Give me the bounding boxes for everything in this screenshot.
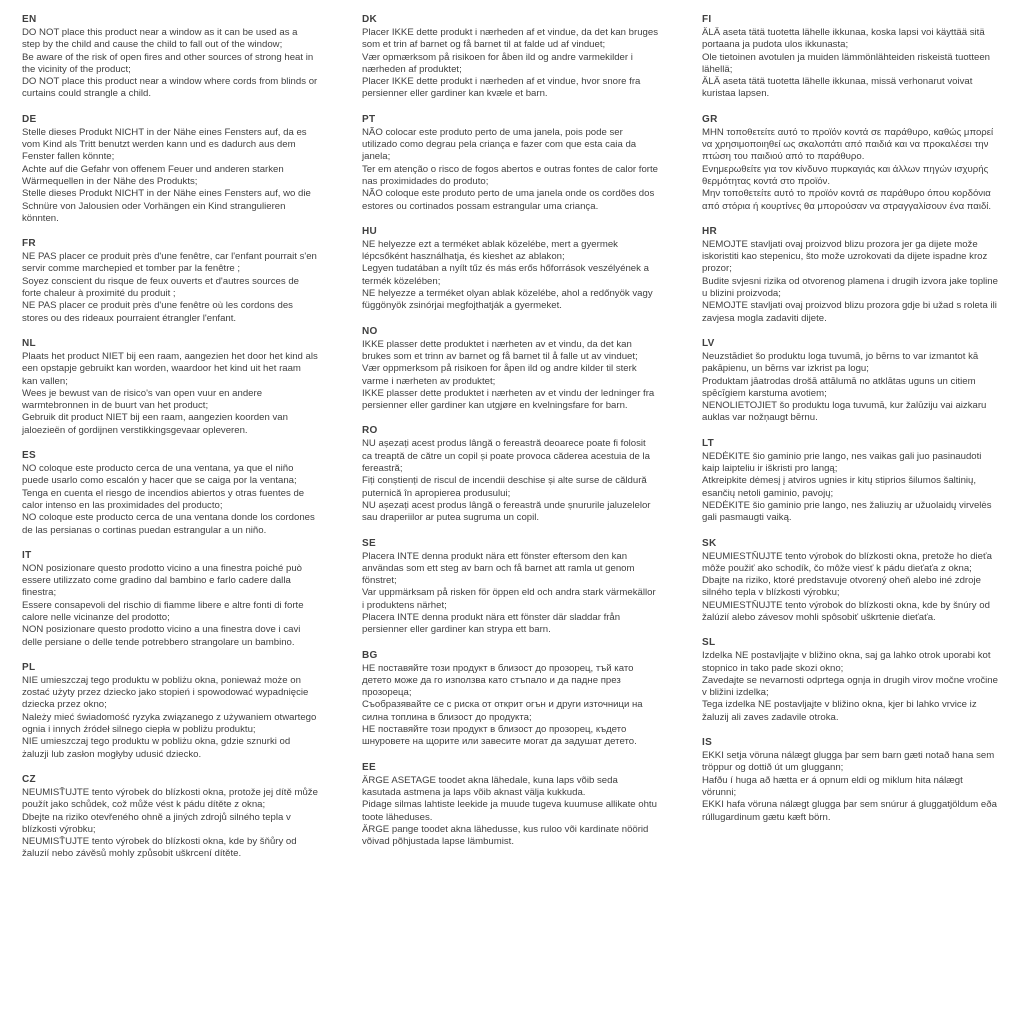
warning-text: Μην τοποθετείτε αυτό το προϊόν κοντά σε παράθυρο όπου κορδόνια από στόρια ή κουρτίνες θα μπορούσαν να στραγγαλίσουν ένα παιδί. (702, 188, 992, 212)
language-code: FR (22, 238, 36, 250)
warning-text: Ter em atenção o risco de fogos abertos e outras fontes de calor forte nas proximidades do produto; (362, 163, 658, 187)
warning-text: NO coloque este producto cerca de una ventana donde los cordones de las persianas o cortinas puedan estrangular a un niño. (22, 512, 315, 536)
warning-text: Съобразявайте се с риска от открит огън и други източници на силна топлина в близост до продукта; (362, 699, 643, 723)
warning-text: NEDĖKITE šio gaminio prie lango, nes žaliuzių ar užuolaidų virvelės gali pasmaugti vaiką. (702, 499, 992, 524)
warning-text: DO NOT place this product near a window as it can be used as a step by the child and cause the child to fall out of the window; (22, 27, 298, 51)
language-section-sl (702, 636, 998, 724)
warning-text: NO coloque este producto cerca de una ventana, ya que el niño puede usarlo como escalón y hacer que se caiga por la ventana; (22, 463, 297, 487)
warning-text: DO NOT place this product near a window where cords from blinds or curtains could strangle a child. (22, 76, 318, 100)
warning-text: Izdelka NE postavljajte v bližino okna, saj ga lahko otrok uporabi kot stopnico in tako pade skozi okno; (702, 650, 991, 674)
warning-text: Be aware of the risk of open fires and other sources of strong heat in the vicinity of the product; (22, 51, 314, 75)
warning-text: Gebruik dit product NIET bij een raam, aangezien koorden van jaloezieën of gordijnen verstikkingsgevaar opleveren. (22, 412, 288, 436)
language-section-en (22, 13, 318, 101)
language-code: HR (702, 225, 718, 237)
warning-text: NEUMISŤUJTE tento výrobek do blízkosti okna, kde by šňůry od žaluzií nebo závěsů mohly způsobit uškrcení dítěte. (22, 836, 297, 860)
language-section-gr (702, 113, 998, 213)
language-code: RO (362, 425, 378, 437)
warning-text: IKKE plasser dette produktet i nærheten av et vindu der ledninger fra persienner eller gardiner kan utgjøre en kvelningsfare for barn. (362, 387, 655, 412)
column-left (22, 13, 318, 873)
language-section-ro (362, 424, 658, 524)
language-section-hu (362, 225, 658, 313)
warning-text: ΜΗΝ τοποθετείτε αυτό το προϊόν κοντά σε παράθυρο, καθώς μπορεί να χρησιμοποιηθεί ως σκαλοπάτι από παιδιά και να προκαλέσει την πτώση του παιδιού από το παράθυρο. (702, 126, 994, 163)
warning-text: ÄLÄ aseta tätä tuotetta lähelle ikkunaa, missä verhonarut voivat kuristaa lapsen. (702, 76, 973, 100)
warning-text: Hafðu í huga að hætta er á opnum eldi og miklum hita nálægt vörunni; (702, 774, 963, 798)
warning-text: Tenga en cuenta el riesgo de incendios abiertos y otras fuentes de calor intenso en las proximidades del producto; (22, 487, 305, 511)
language-section-es (22, 449, 318, 537)
warning-text: НЕ поставяйте този продукт в близост до прозорец, тъй като детето може да го използва като стъпало и да падне през прозореца; (362, 662, 634, 699)
language-code: HU (362, 225, 378, 237)
warning-text: NE PAS placer ce produit près d'une fenêtre, car l'enfant pourrait s'en servir comme marchepied et tomber par la fenêtre ; (22, 251, 317, 275)
language-code: DK (362, 14, 378, 25)
warning-text: Fiți conștienți de riscul de incendii deschise și alte surse de căldură puternică în apropierea produsului; (362, 475, 647, 499)
language-code: SL (702, 637, 716, 649)
language-code: NL (22, 337, 36, 349)
language-section-cz (22, 773, 318, 861)
warning-text: NEMOJTE stavljati ovaj proizvod blizu prozora jer ga dijete može iskoristiti kao stepenicu, što može uzrokovati da dijete ispadne kroz prozor; (702, 238, 988, 275)
language-section-se (362, 537, 658, 637)
warning-text: NIE umieszczaj tego produktu w pobliżu okna, ponieważ może on zostać użyty przez dziecko jako stopień i spowodować wypadnięcie dziecka przez okno; (22, 674, 309, 711)
warning-text: NEDĖKITE šio gaminio prie lango, nes vaikas gali juo pasinaudoti kaip laipteliu ir iškristi pro langą; (702, 450, 982, 475)
language-code: SK (702, 537, 717, 549)
language-code: ES (22, 450, 36, 462)
warning-text: ÄRGE pange toodet akna lähedusse, kus ruloo või kardinate nöörid võivad põhjustada lapse lämbumist. (362, 823, 649, 848)
warning-text: NIE umieszczaj tego produktu w pobliżu okna, gdzie sznurki od żaluzji lub zasłon mogłyby udusić dziecko. (22, 736, 291, 760)
language-code: DE (22, 113, 37, 125)
warning-text: NU așezați acest produs lângă o fereastră unde șnururile jaluzelelor sau draperiilor ar putea sugruma un copil. (362, 499, 651, 524)
language-section-sk (702, 537, 998, 625)
language-code: EE (362, 761, 376, 773)
warning-text: EKKI hafa vöruna nálægt glugga þar sem snúrur á gluggatjöldum eða rúllugardinum gætu kæft börn. (702, 799, 997, 823)
language-code: NO (362, 325, 378, 337)
language-section-dk (362, 13, 658, 101)
language-code: EN (22, 14, 37, 25)
warning-text: Dbajte na riziko, ktoré predstavuje otvorený oheň alebo iné zdroje silného tepla v blízkosti výrobku; (702, 575, 981, 599)
warning-text: NEMOJTE stavljati ovaj proizvod blizu prozora gdje bi užad s roleta ili zavjesa mogla zadaviti dijete. (702, 300, 997, 324)
warning-text: NEUMIESTŇUJTE tento výrobok do blízkosti okna, pretože ho dieťa môže použiť ako schodík, čo môže viesť k pádu dieťaťa z okna; (702, 550, 992, 574)
warning-text: Produktam jāatrodas drošā attālumā no atklātas uguns un citiem spēcīgiem karstuma avotiem; (702, 375, 976, 399)
warning-text: Ενημερωθείτε για τον κίνδυνο πυρκαγιάς και άλλων πηγών ισχυρής θερμότητας κοντά στο προϊόν. (702, 163, 989, 187)
language-section-no (362, 325, 658, 413)
language-code: SE (362, 537, 376, 549)
language-section-is (702, 736, 998, 824)
language-code: FI (702, 14, 712, 25)
warning-text: NU așezați acest produs lângă o fereastră deoarece poate fi folosit ca treaptă de către un copil și poate provoca căderea acestuia de la fereastră; (362, 438, 650, 475)
warning-text: Zavedajte se nevarnosti odprtega ognja in drugih virov močne vročine v bližini izdelka; (702, 674, 998, 699)
warning-text: Placer IKKE dette produkt i nærheden af et vindue, da det kan bruges som et trin af barnet og få barnet til at falde ud af vinduet; (362, 27, 658, 51)
language-code: LT (702, 437, 715, 449)
warning-text: Pidage silmas lahtiste leekide ja muude tugeva kuumuse allikate ohtu toote läheduses. (362, 799, 657, 823)
warning-text: Placera INTE denna produkt nära ett fönster där sladdar från persienner eller gardiner kan strypa ett barn. (362, 611, 621, 636)
warning-text: Var uppmärksam på risken för öppen eld och andra stark värmekällor i produktens närhet; (362, 587, 656, 611)
language-code: IT (22, 549, 32, 561)
language-section-pt (362, 113, 658, 213)
warning-text: Należy mieć świadomość ryzyka związanego z używaniem otwartego ognia i innych źródeł silnego ciepła w pobliżu produktu; (22, 711, 317, 736)
column-right (702, 13, 998, 873)
language-code: CZ (22, 773, 36, 785)
warning-text: ÄLÄ aseta tätä tuotetta lähelle ikkunaa, koska lapsi voi käyttää sitä portaana ja pudota ulos ikkunasta; (702, 27, 985, 51)
warning-text: Vær oppmerksom på risikoen for åpen ild og andre kilder til sterk varme i nærheten av produktet; (362, 363, 637, 387)
warning-text: Budite svjesni rizika od otvorenog plamena i drugih izvora jake topline u blizini proizvoda; (702, 275, 998, 300)
language-section-nl (22, 337, 318, 437)
warning-text: НЕ поставяйте този продукт в близост до прозорец, където шнуровете на щорите или завесите могат да задушат детето. (362, 724, 637, 748)
warning-text: Achte auf die Gefahr von offenem Feuer und anderen starken Wärmequellen in der Nähe des Produkts; (22, 163, 284, 187)
warning-text: Plaats het product NIET bij een raam, aangezien het door het kind als een opstapje gebruikt kan worden, waardoor het kind uit het raam kan vallen; (22, 350, 318, 387)
warning-text: Placer IKKE dette produkt i nærheden af et vindue, hvor snore fra persienner eller gardiner kan kvæle et barn. (362, 76, 641, 100)
warning-text: Tega izdelka NE postavljajte v bližino okna, kjer bi lahko vrvice iz žaluzij ali zaves zadavile otroka. (702, 699, 977, 723)
language-code: IS (702, 737, 713, 749)
warning-text: NE helyezze a terméket olyan ablak közelébe, ahol a redőnyök vagy függönyök zsinórjai megfojthatják a gyermeket. (362, 288, 653, 312)
warning-text: Neuzstādiet šo produktu loga tuvumā, jo bērns to var izmantot kā pakāpienu, un bērns var izkrist pa logu; (702, 350, 979, 375)
warning-text: Ole tietoinen avotulen ja muiden lämmönlähteiden riskeistä tuotteen lähellä; (702, 51, 990, 75)
language-section-lt (702, 437, 998, 525)
language-code: PT (362, 113, 376, 125)
language-code: LV (702, 337, 715, 349)
language-code: PL (22, 661, 36, 673)
warning-text: Dbejte na riziko otevřeného ohně a jiných zdrojů silného tepla v blízkosti výrobku; (22, 811, 291, 835)
warning-text: NÃO colocar este produto perto de uma janela, pois pode ser utilizado como degrau pela criança e fazer com que esta caia da janela; (362, 126, 637, 163)
warning-text: IKKE plasser dette produktet i nærheten av et vindu, da det kan brukes som et trinn av barnet og få barnet til å falle ut av vinduet; (362, 338, 638, 362)
language-section-pl (22, 661, 318, 761)
language-section-fr (22, 237, 318, 325)
warning-text: Stelle dieses Produkt NICHT in der Nähe eines Fensters auf, da es vom Kind als Tritt benutzt werden kann und es dadurch aus dem Fenster fallen könnte; (22, 126, 307, 163)
warning-text: NE helyezze ezt a terméket ablak közelébe, mert a gyermek lépcsőként használhatja, és kieshet az ablakon; (362, 238, 618, 263)
warning-text: Placera INTE denna produkt nära ett fönster eftersom den kan användas som ett steg av barn och få barnet att ramla ut genom fönstret; (362, 550, 635, 587)
language-code: BG (362, 649, 378, 661)
language-section-bg (362, 649, 658, 749)
warning-text: Wees je bewust van de risico's van open vuur en andere warmtebronnen in de buurt van het product; (22, 387, 263, 412)
warning-text: Legyen tudatában a nyílt tűz és más erős hőforrások veszélyének a termék közelében; (362, 263, 649, 287)
language-section-lv (702, 337, 998, 425)
warning-text: EKKI setja vöruna nálægt glugga þar sem barn gæti notað hana sem tröppur og dottið út um gluggann; (702, 750, 995, 774)
language-code: GR (702, 113, 718, 125)
language-section-it (22, 549, 318, 649)
language-section-de (22, 113, 318, 225)
warning-text: NE PAS placer ce produit près d'une fenêtre où les cordons des stores ou des rideaux pourraient étrangler l'enfant. (22, 300, 293, 324)
language-section-hr (702, 225, 998, 325)
warning-text: NENOLIETOJIET šo produktu loga tuvumā, kur žalūziju vai aizkaru auklas var nožņaugt bērnu. (702, 400, 987, 424)
warning-text: NEUMISŤUJTE tento výrobek do blízkosti okna, protože jej dítě může použít jako schůdek, což může vést k pádu dítěte z okna; (22, 786, 318, 811)
warning-text: NÃO coloque este produto perto de uma janela onde os cordões dos estores ou cortinados possam estrangular uma criança. (362, 188, 655, 212)
warning-text: Soyez conscient du risque de feux ouverts et d'autres sources de forte chaleur à proximité du produit ; (22, 275, 300, 300)
warning-text: Vær opmærksom på risikoen for åben ild og andre varmekilder i nærheden af produktet; (362, 51, 633, 75)
warning-text: ÄRGE ASETAGE toodet akna lähedale, kuna laps võib seda kasutada astmena ja laps võib aknast välja kukkuda. (362, 774, 618, 798)
warning-text: NEUMIESTŇUJTE tento výrobok do blízkosti okna, kde by šnúry od žalúzií alebo závesov mohli spôsobiť uškrtenie dieťaťa. (702, 599, 990, 623)
warning-text: Essere consapevoli del rischio di fiamme libere e altre fonti di forte calore nelle vicinanze del prodotto; (22, 599, 304, 623)
column-middle (362, 13, 658, 873)
warning-text: Stelle dieses Produkt NICHT in der Nähe eines Fensters auf, wo die Schnüre von Jalousien oder Vorhängen ein Kind strangulieren könnten. (22, 188, 311, 224)
language-section-fi (702, 13, 998, 101)
warning-text: NON posizionare questo prodotto vicino a una finestra dove i cavi delle persiane o delle tende potrebbero strangolare un bambino. (22, 624, 301, 648)
language-section-ee (362, 761, 658, 849)
warning-text: NON posizionare questo prodotto vicino a una finestra poiché può essere utilizzato come gradino dal bambino e farlo cadere dalla finestra; (22, 562, 302, 599)
warning-text: Atkreipkite dėmesį į atviros ugnies ir kitų stiprios šilumos šaltinių, esančių netoli gaminio, pavojų; (702, 475, 977, 499)
